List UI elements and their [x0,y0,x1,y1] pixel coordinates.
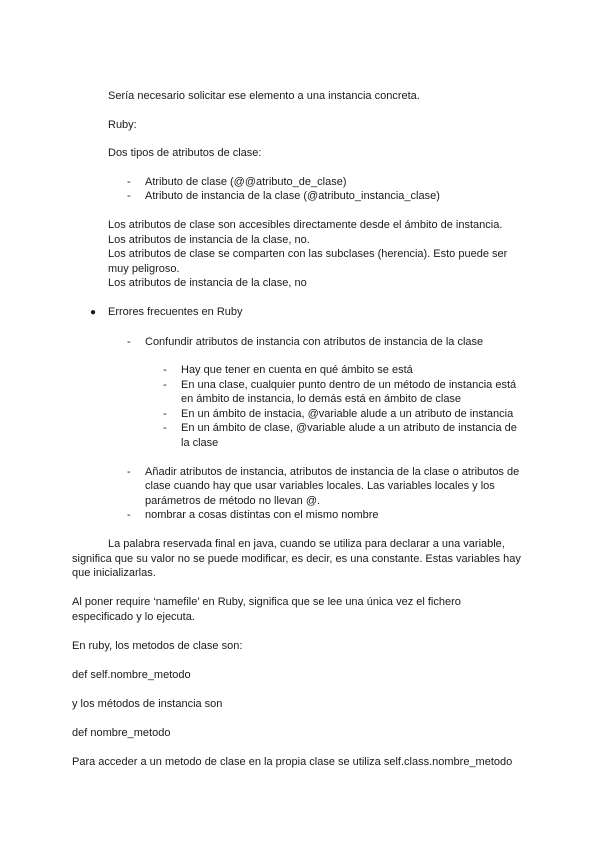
require-paragraph-line: Al poner require ‘namefile’ en Ruby, significa que se lee una única vez el fichero [72,596,461,608]
final-paragraph-line: significa que su valor no se puede modificar, es decir, es una constante. Estas variables hay [72,553,521,565]
dash-marker: - [127,190,131,202]
attr-note-line: Los atributos de clase son accesibles directamente desde el ámbito de instancia. [108,219,503,231]
instance-method-code: def nombre_metodo [72,727,171,739]
error-subitem-4: En un ámbito de clase, @variable alude a un atributo de instancia de [181,422,517,434]
dash-marker: - [163,422,167,434]
error-subitem-1: Hay que tener en cuenta en qué ámbito se está [181,364,413,376]
intro-paragraph-3: Dos tipos de atributos de clase: [108,147,262,159]
methods-paragraph-3: Para acceder a un metodo de clase en la propia clase se utiliza self.class.nombre_metodo [72,756,513,768]
dash-marker: - [163,379,167,391]
error-item-1: Confundir atributos de instancia con atributos de instancia de la clase [145,336,484,348]
error-item-3: nombrar a cosas distintas con el mismo nombre [145,509,379,521]
attr-type-instance: Atributo de instancia de la clase (@atributo_instancia_clase) [145,190,440,202]
error-subitem-3: En un ámbito de instacia, @variable alude a un atributo de instancia [181,408,514,420]
error-subitem-2-cont: en ámbito de instancia, lo demás está en ámbito de clase [181,393,462,405]
dash-marker: - [127,509,131,521]
error-item-2: Añadir atributos de instancia, atributos de instancia de la clase o atributos de [145,466,520,478]
intro-paragraph-2: Ruby: [108,119,137,131]
bullet-dot: ● [90,307,97,318]
error-subitem-2: En una clase, cualquier punto dentro de un método de instancia está [181,379,517,391]
dash-marker: - [127,336,131,348]
dash-marker: - [163,408,167,420]
dash-marker: - [127,176,131,188]
attr-note-line: Los atributos de instancia de la clase, no. [108,234,310,246]
methods-paragraph-2: y los métodos de instancia son [72,698,223,710]
class-method-code: def self.nombre_metodo [72,669,191,681]
attr-note-line: Los atributos de instancia de la clase, no [108,277,307,289]
methods-paragraph-1: En ruby, los metodos de clase son: [72,640,243,652]
dash-marker: - [127,466,131,478]
final-paragraph-line: La palabra reservada final en java, cuando se utiliza para declarar a una variable, [108,538,505,550]
attr-type-class: Atributo de clase (@@atributo_de_clase) [145,176,347,188]
attr-note-line: muy peligroso. [108,263,180,275]
final-paragraph-line: que inicializarlas. [72,567,156,579]
require-paragraph-line: especificado y lo ejecuta. [72,611,195,623]
attr-note-line: Los atributos de clase se comparten con las subclases (herencia). Esto puede ser [108,248,508,260]
dash-marker: - [163,364,167,376]
error-item-2-cont: parámetros de método no llevan @. [145,495,321,507]
error-item-2-cont: clase cuando hay que usar variables locales. Las variables locales y los [145,480,495,492]
errors-heading: Errores frecuentes en Ruby [108,306,243,318]
intro-paragraph-1: Sería necesario solicitar ese elemento a una instancia concreta. [108,90,420,102]
error-subitem-4-cont: la clase [181,437,219,449]
